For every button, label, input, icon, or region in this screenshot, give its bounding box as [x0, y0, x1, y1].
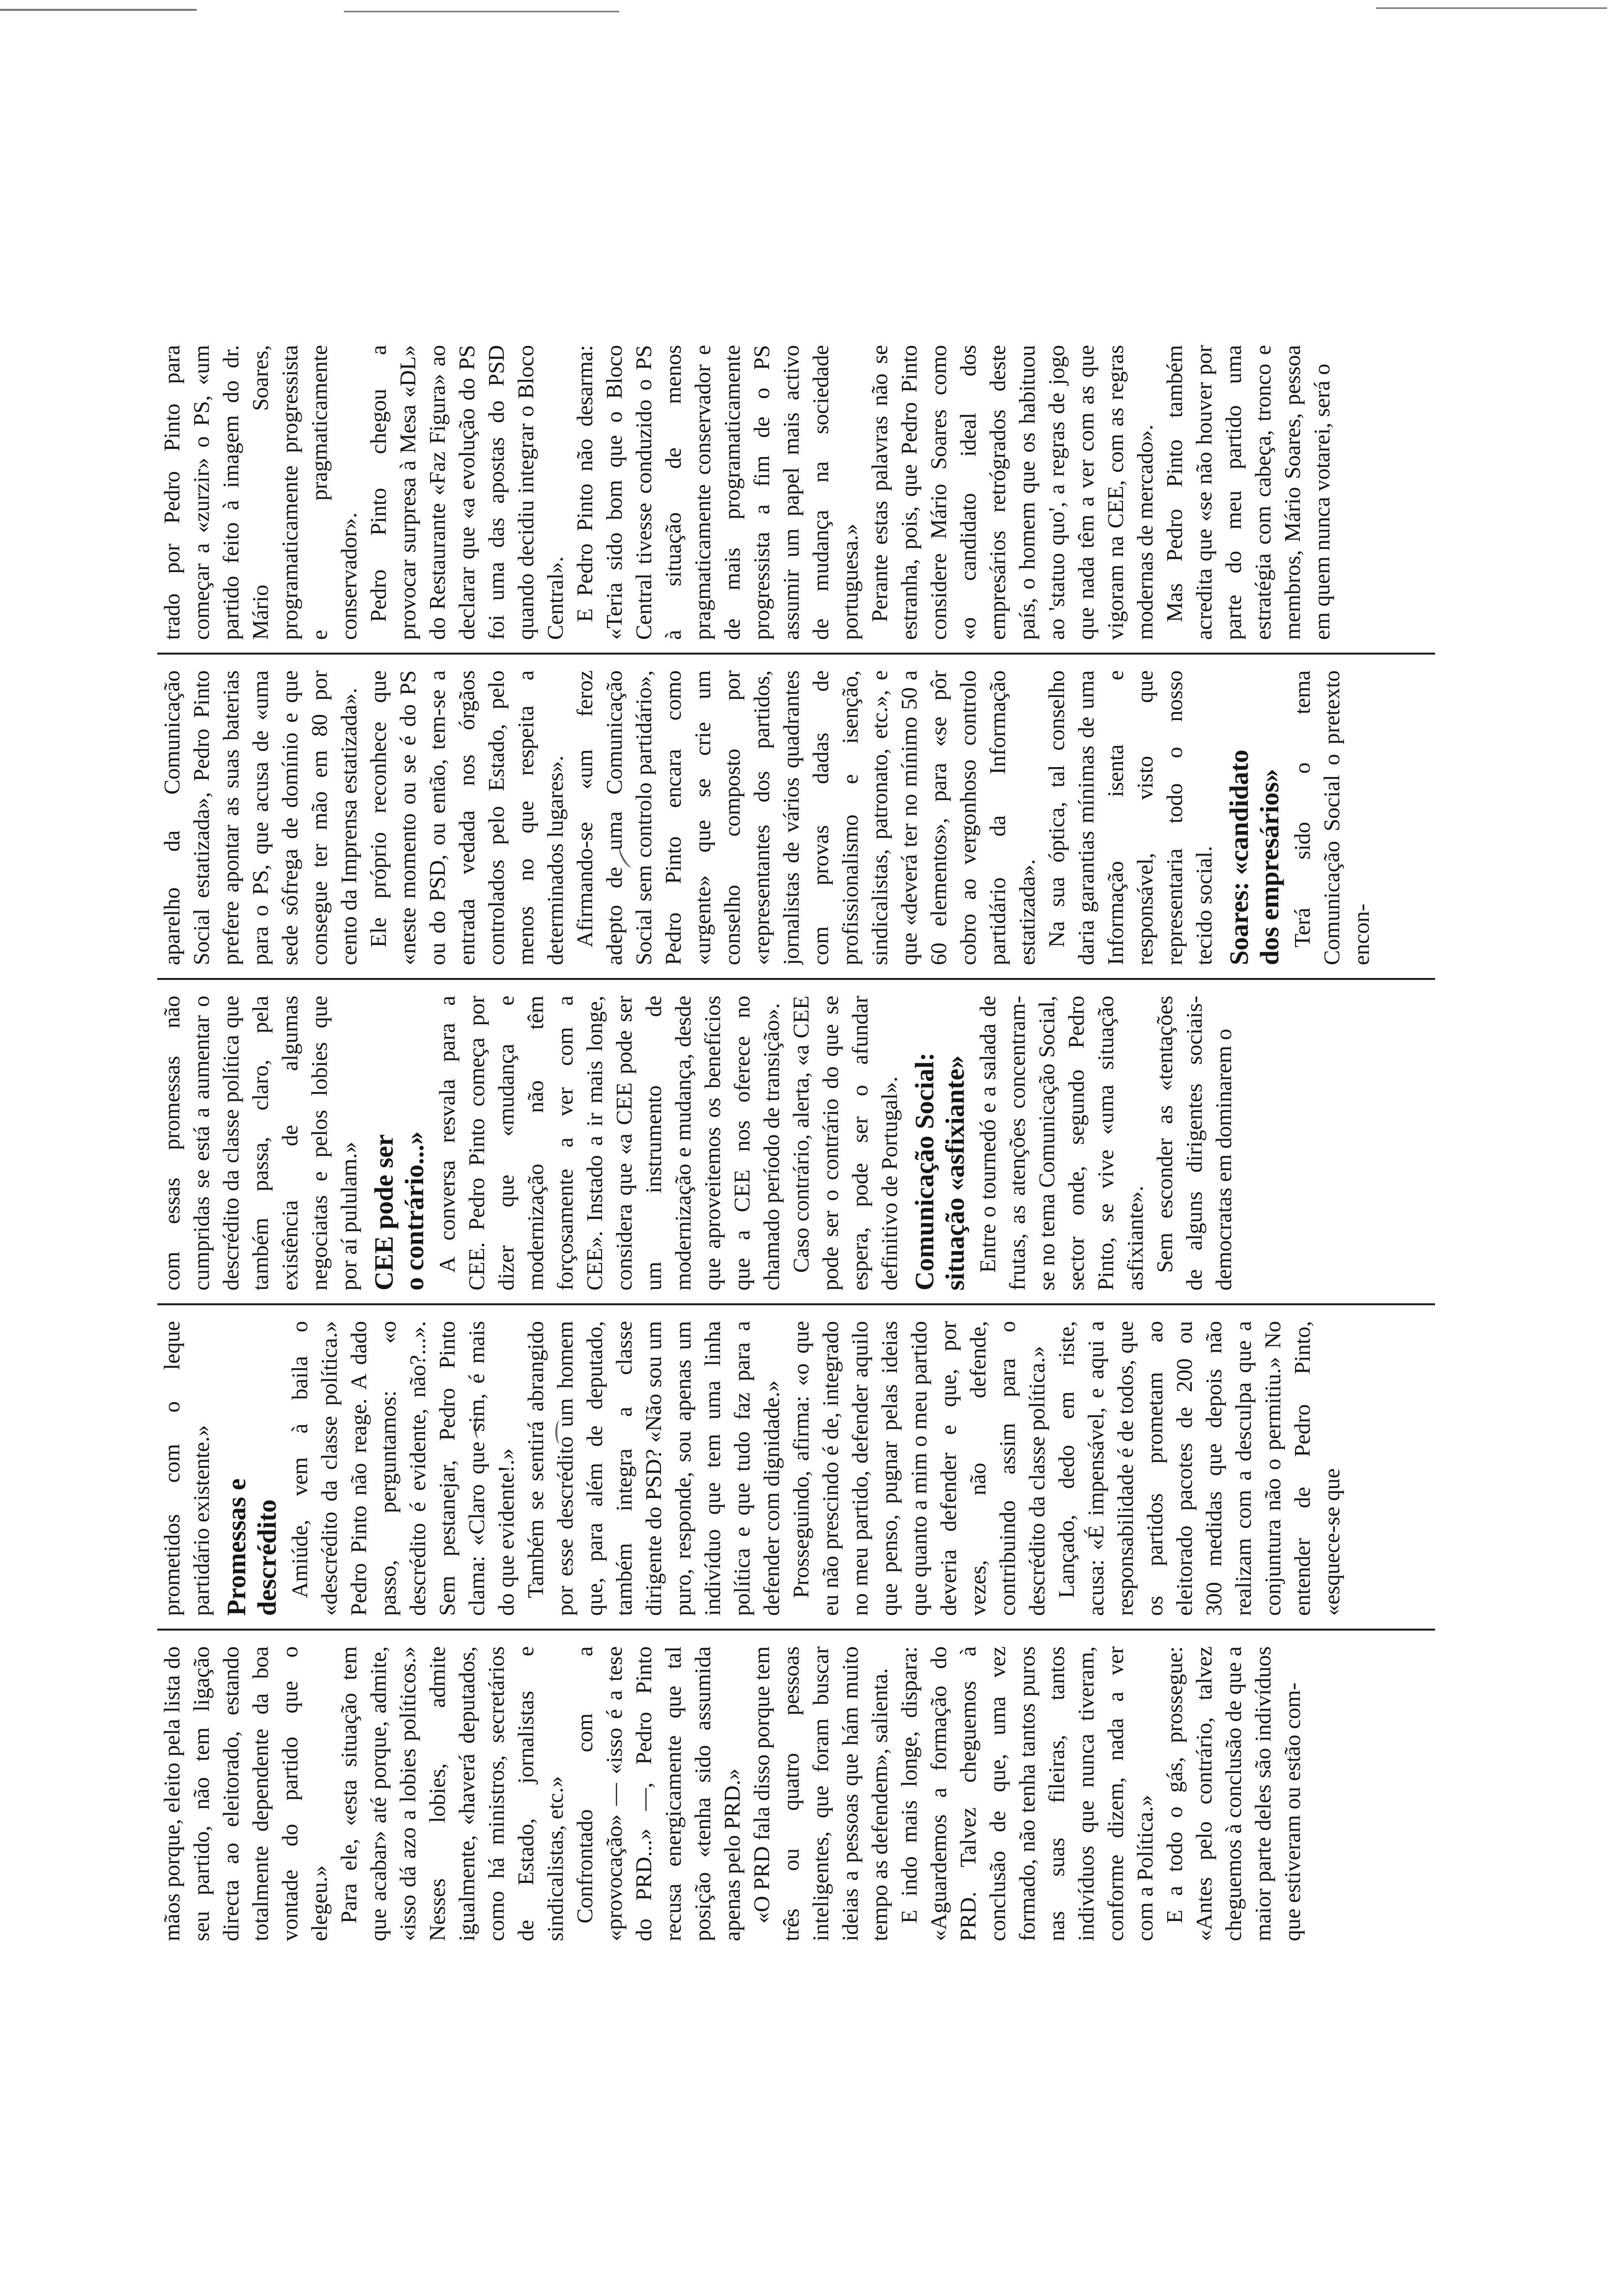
scan-top-line	[0, 9, 197, 11]
paragraph: Pedro Pinto chegou a provocar surpresa à Mesa «DL» do Restaurante «Faz Figura» ao declarar que «a evolução do PS foi uma das apostas do PSD quando decidiu integrar o Bloco Central».	[366, 345, 568, 640]
section-heading	[909, 996, 970, 1291]
paragraph: Na sua óptica, tal conselho daria garantias mínimas de uma Informação isenta e responsável, visto que representaria todo o nosso tecido social.	[1044, 670, 1216, 965]
paragraph: Mas Pedro Pinto também acredita que «se não houver por parte do meu partido uma estratégia com cabeça, tronco e membros, Mário Soares, pessoa em quem nunca votarei, será o	[1162, 345, 1334, 640]
article-column	[157, 1646, 1435, 1941]
paragraph: Terá sido o tema Comunicação Social o pretexto encon-	[1290, 670, 1374, 965]
paragraph: com essas promessas não cumpridas se está a aumentar o descrédito da classe política que também passa, claro, pela existência de algumas negociatas e pelos lobies que por aí pululam.»	[159, 996, 361, 1291]
section-heading-line: Promessas e	[222, 1478, 251, 1616]
section-heading	[1224, 670, 1285, 965]
section-heading-line: Soares: «candidato	[1224, 749, 1254, 965]
paragraph: prometidos com o leque partidário existente.»	[159, 1321, 214, 1616]
paragraph: aparelho da Comunicação Social estatizada», Pedro Pinto prefere apontar as suas baterias para o PS, que acusa de «uma sede sôfrega de domínio e que conseguе ter mão em 80 por cento da Imprensa estatizada».	[159, 670, 361, 965]
article-column	[157, 1321, 1435, 1616]
paragraph: mãos porque, eleito pela lista do seu partido, não tem ligação directa ao eleitorado, estando totalmente dependente da boa vontade do partido que o elegeu.»	[159, 1646, 332, 1941]
paragraph: Lançado, dedo em riste, acusa: «É impensável, e aqui a responsabilidade é de todos, que os partidos prometam ao eleitorado pacotes de 200 ou 300 medidas que depois não realizam com a desculpa que a conjuntura não o permitiu.» No entender de Pedro Pinto, «esquece-se que	[1054, 1321, 1344, 1616]
section-heading	[221, 1321, 282, 1616]
paragraph: Afirmando-se «um feroz adepto de uma Comunicação Social sem controlo partidário», Pedro Pinto encara como «urgente» que se crie um conselho composto por «representantes dos partidos, jornalistas de vários quadrantes com provas dadas de profissionalismo e isenção, sindicalistas, patronato, etc.», e que «deverá ter no mínimo 50 a 60 elementos», para «se pôr cobro ao vergonhoso controlo partidário da Informação estatizada».	[572, 670, 1039, 965]
paragraph: Para ele, «esta situação tem que acabar» até porque, admite, «isso dá azo a lobies políticos.» Nesses lobies, admite igualmente, «haverá deputados, como há ministros, secretários de Estado, jornalistas e sindicalistas, etc.»	[336, 1646, 568, 1941]
paragraph: Caso contrário, alerta, «a CEE pode ser o contrário do que se espera, pode ser o afundar definitivo de Portugal».	[788, 996, 902, 1291]
paragraph: A conversa resvala para a CEE. Pedro Pinto começa por dizer que «mudança e modernização não têm forçosamente a ver com a CEE». Instado a ir mais longe, considera que «a CEE pode ser um instrumento de modernização e mudança, desde que aproveitemos os benefícios que a CEE nos oferece no chamado período de transição».	[434, 996, 784, 1291]
column-rule	[157, 1303, 1435, 1305]
section-heading	[369, 996, 430, 1291]
article-column	[157, 996, 1435, 1291]
paragraph: Amiúde, vem à baila o «descrédito da classe política.» Pedro Pinto não reage. A dado passo, perguntamos: «o descrédito é evidente, não?...». Sem pestanejar, Pedro Pinto clama: «Claro que sim, é mais do que evidente!.»	[287, 1321, 518, 1616]
column-rule	[157, 978, 1435, 980]
paragraph: Sem esconder as «tentações de alguns dirigentes sociais-democratas em dominarem o	[1152, 996, 1236, 1291]
paragraph: E indo mais longe, dispara: «Aguardemos a formação do PRD. Talvez cheguemos à conclusão de que, uma vez formado, não tenha tantos puros nas suas fileiras, tantos indivíduos que nunca tiveram, conforme dizem, nada a ver com a Política.»	[896, 1646, 1157, 1941]
section-heading-line: o contrário...»	[400, 1131, 429, 1291]
paragraph: E a todo o gás, prossegue: «Antes pelo contrário, talvez cheguemos à conclusão de que a maior parte deles são indivíduos que estiveram ou estão com-	[1162, 1646, 1305, 1941]
scan-top-line	[344, 11, 619, 12]
paragraph: Entre o tournedó e a salada de frutas, as atenções concentram-se no tema Comunicação Social, sector onde, segundo Pedro Pinto, se vive «uma situação asfixiante».	[975, 996, 1148, 1291]
section-heading-line: descrédito	[252, 1499, 282, 1616]
paragraph: Confrontado com a «provocação» — «isso é a tese do PRD...» —, Pedro Pinto recusa energicamente que tal posição «tenha sido assumida apenas pelo PRD.»	[572, 1646, 745, 1941]
column-rule	[157, 653, 1435, 655]
paragraph: «O PRD fala disso porque tem três ou quatro pessoas inteligentes, que foram buscar ideias a pessoas que hám muito tempo as defendem», salienta.	[749, 1646, 892, 1941]
article-sheet	[157, 344, 1435, 1941]
paragraph: E Pedro Pinto não desarma: «Teria sido bom que o Bloco Central tivesse conduzido o PS à situação de menos pragmaticamente conservador e de mais programaticamente progressista a fim de o PS assumir um papel mais activo de mudança na sociedade portuguesa.»	[572, 345, 863, 640]
paragraph: trado por Pedro Pinto para começar a «zurzir» o PS, «um partido feito à imagem do dr. Mário Soares, programaticamente progressista e pragmaticamente conservador».	[159, 345, 361, 640]
paragraph: Ele próprio reconhece que «neste momento ou se é do PS ou do PSD, ou então, tem-se a entrada vedada nos órgãos controlados pelo Estado, pelo menos no que respeita a determinados lugares».	[366, 670, 568, 965]
paragraph: Também se sentirá abrangido por esse descrédito um homem que, para além de deputado, também integra a classe dirigente do PSD? «Não sou um puro, responde, sou apenas um indivíduo que tem uma linha política e que tudo faz para a defender com dignidade.»	[523, 1321, 784, 1616]
section-heading-line: CEE pode ser	[369, 1134, 399, 1291]
scan-top-line	[1376, 7, 1607, 9]
article-column	[157, 670, 1435, 965]
paragraph: Prosseguindo, afirma: «o que eu não prescindo é de, integrado no meu partido, defender aquilo que penso, pugnar pelas ideias que quanto a mim o meu partido deveria defender e que, por vezes, não defende, contribuindo assim para o descrédito da classe política.»	[788, 1321, 1049, 1616]
section-heading-line: Comunicação Social:	[910, 1052, 939, 1291]
section-heading-line: dos empresários»	[1255, 769, 1284, 965]
paragraph: Perante estas palavras não se estranha, pois, que Pedro Pinto considere Mário Soares como «o candidato ideal dos empresários retrógrados deste país, o homem que os habituou ao 'statuo quo', a regras de jogo que nada têm a ver com as que vigoram na CEE, com as regras modernas de mercado».	[867, 345, 1157, 640]
article-column	[157, 345, 1435, 640]
section-heading-line: situação «asfixiante»	[940, 1055, 970, 1291]
column-rule	[157, 1629, 1435, 1631]
